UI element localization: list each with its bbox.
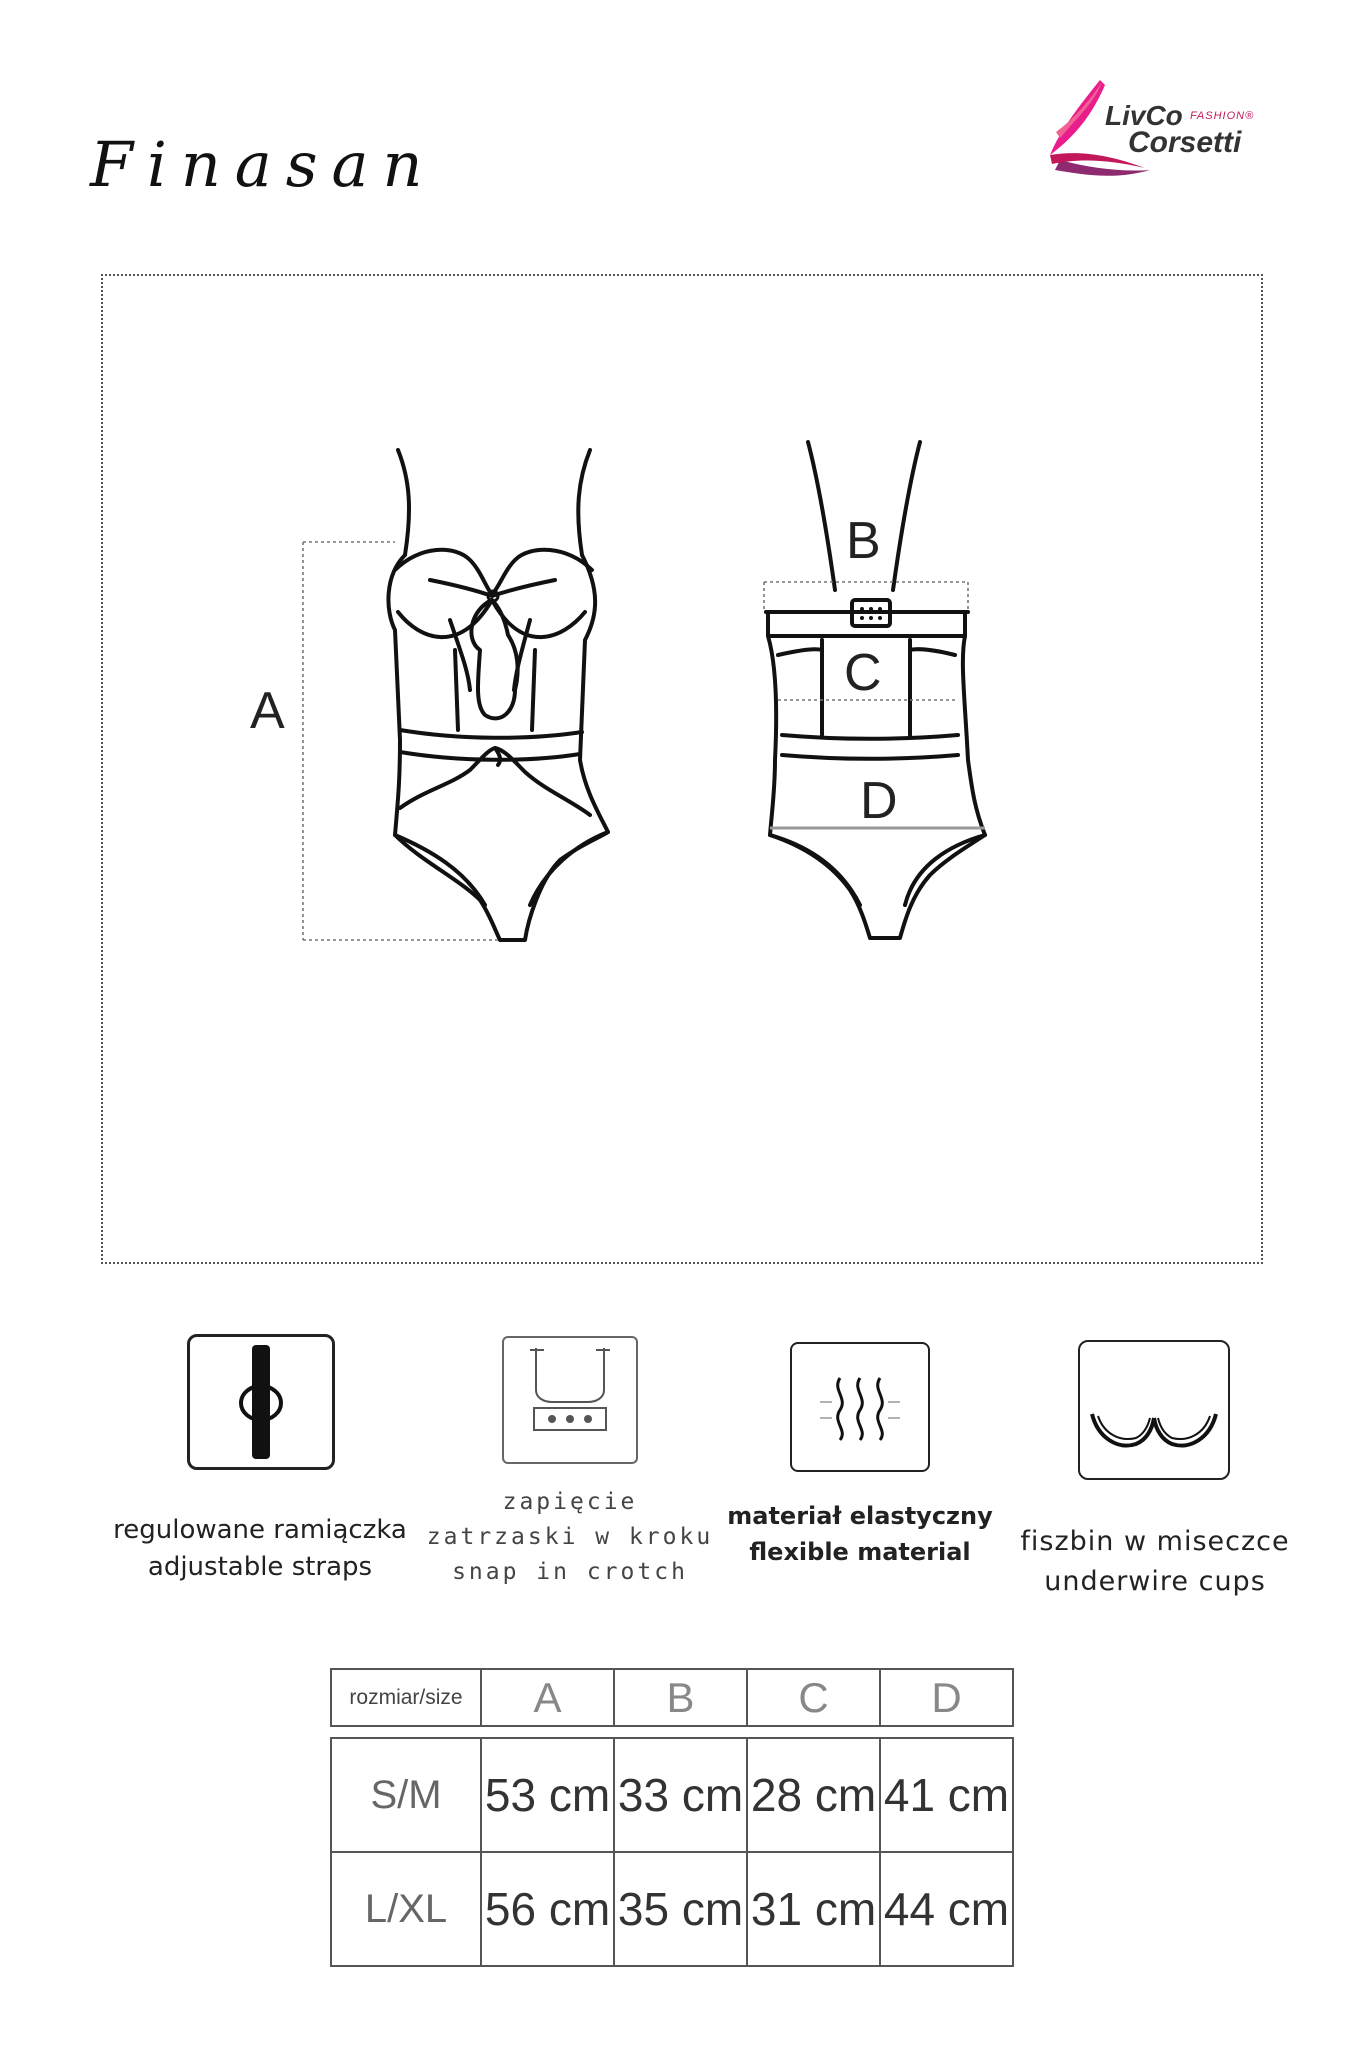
brand-name-livco: LivCo [1105,100,1183,131]
feature-flexible-material [710,1330,1010,1600]
feature-label-pl: regulowane ramiączka [113,1515,407,1545]
brand-name-corsetti: Corsetti [1128,126,1242,159]
measure-label-a: A [250,682,285,740]
size-table-header-cell: A [481,1669,614,1726]
feature-label-en: adjustable straps [147,1552,373,1582]
brand-name-fashion: FASHION® [1190,110,1255,122]
underwire-cups-icon [1078,1340,1230,1480]
size-value: 56 cm [481,1852,614,1966]
product-title: Finasan [90,128,437,201]
size-table-spacer [331,1726,1013,1738]
size-table-header [331,1669,1013,1726]
size-table-header-cell: rozmiar/size [331,1669,481,1726]
size-value: 41 cm [880,1738,1013,1852]
snap-crotch-icon [502,1336,638,1464]
measure-label-c: C [844,644,882,702]
measure-label-b: B [846,512,881,570]
size-value: 53 cm [481,1738,614,1852]
elastic-material-icon [790,1342,930,1472]
feature-label-pl: materiał elastyczny [727,1502,993,1530]
table-row [331,1738,1013,1852]
feature-label-en: underwire cups [1044,1566,1266,1597]
feature-adjustable-straps [90,1330,430,1600]
feature-label-pl-2: zatrzaski w kroku [426,1524,714,1550]
feature-label-pl: fiszbin w miseczce [1020,1526,1290,1557]
size-value: 31 cm [747,1852,880,1966]
front-view-drawing [388,450,608,940]
size-value: 35 cm [614,1852,747,1966]
size-table-header-cell: B [614,1669,747,1726]
size-table-header-cell: C [747,1669,880,1726]
size-value: 44 cm [880,1852,1013,1966]
feature-label-en: flexible material [749,1538,971,1566]
feature-underwire-cups [1000,1330,1310,1600]
feature-label-pl: zapięcie [502,1489,638,1515]
measure-label-d: D [860,772,898,830]
size-name: L/XL [331,1852,481,1966]
size-table-header-cell: D [880,1669,1013,1726]
feature-label-en: snap in crotch [452,1559,688,1585]
size-name: S/M [331,1738,481,1852]
size-value: 28 cm [747,1738,880,1852]
table-row [331,1852,1013,1966]
adjustable-strap-icon [187,1334,335,1470]
size-table [330,1668,1014,1967]
feature-snap-crotch [420,1330,720,1600]
size-value: 33 cm [614,1738,747,1852]
